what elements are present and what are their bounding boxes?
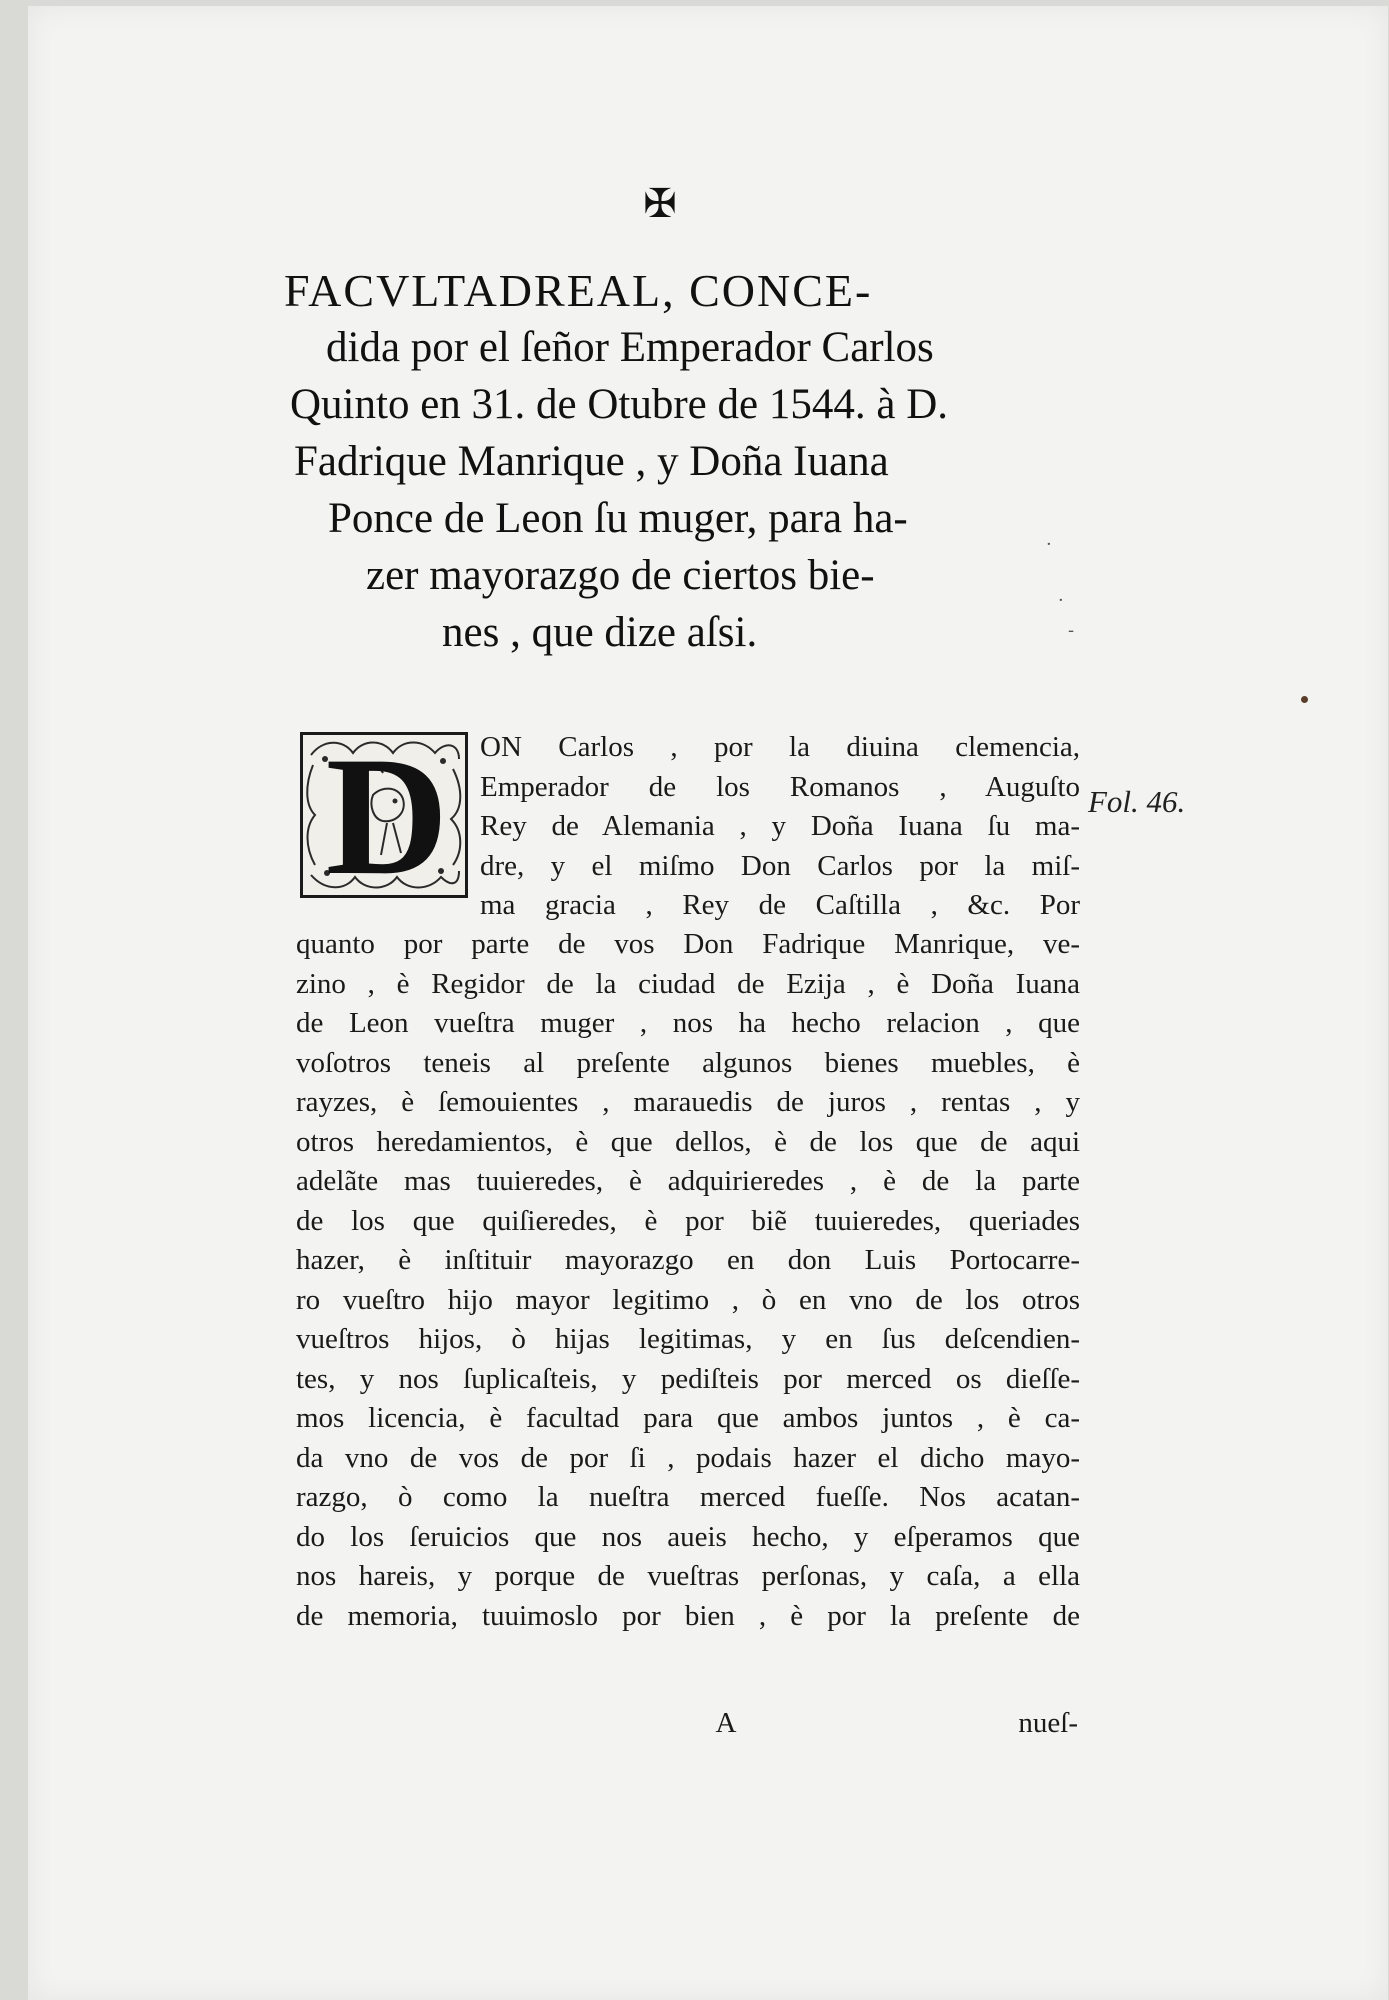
text-line: otros heredamientos, è que dellos, è de los que de aqui: [296, 1125, 1080, 1158]
title-line: dida por el ſeñor Emperador Carlos: [326, 324, 934, 371]
decorated-initial: [300, 722, 468, 910]
title-line: Quinto en 31. de Otubre de 1544. à D.: [290, 381, 948, 428]
text-line: rayzes, è ſemouientes , marauedis de juros , rentas , y: [296, 1086, 1080, 1118]
text-line: quanto por parte de vos Don Fadrique Manrique, ve-: [296, 928, 1080, 960]
initial-letter: D: [325, 722, 449, 910]
text-line: hazer, è inſtituir mayorazgo en don Luis Portocarre-: [296, 1244, 1080, 1276]
text-line: vueſtros hijos, ò hijas legitimas, y en ſus deſcendien-: [296, 1323, 1080, 1355]
text-line: mos licencia, è facultad para que ambos juntos , è ca-: [296, 1402, 1080, 1434]
text-line: do los ſeruicios que nos aueis hecho, y eſperamos que: [296, 1520, 1080, 1553]
title-line: FACVLTADREAL, CONCE-: [284, 265, 873, 316]
catchword: nueſ-: [1018, 1707, 1078, 1739]
text-line: voſotros teneis al preſente algunos bienes muebles, è: [296, 1046, 1080, 1079]
text-line: de los que quiſieredes, è por biẽ tuuieredes, queriades: [296, 1204, 1080, 1237]
text-line: razgo, ò como la nueſtra merced fueſſe. Nos acatan-: [296, 1481, 1080, 1513]
signature-mark: A: [715, 1707, 737, 1739]
body-paragraph: [296, 925, 1080, 1636]
text-line: nos hareis, y porque de vueſtras perſonas, y caſa, a ella: [296, 1560, 1080, 1592]
text-line: de memoria, tuuimoslo por bien , è por la preſente de: [296, 1599, 1080, 1632]
folio-annotation: Fol. 46.: [1088, 784, 1186, 819]
title-line: Fadrique Manrique , y Doña Iuana: [294, 438, 889, 485]
document-title: [284, 262, 1084, 661]
opening-paragraph: [480, 728, 1080, 926]
margin-mark: ·: [1058, 590, 1064, 611]
text-line: ro vueſtro hijo mayor legitimo , ò en vno de los otros: [296, 1283, 1080, 1316]
page-sheet: [28, 6, 1388, 2000]
text-line: adelãte mas tuuieredes, è adquirieredes , è de la parte: [296, 1165, 1080, 1197]
title-line: nes , que dize aſsi.: [442, 609, 758, 656]
text-line: tes, y nos ſuplicaſteis, y pediſteis por merced os dieſſe-: [296, 1362, 1080, 1395]
text-line: zino , è Regidor de la ciudad de Ezija , è Doña Iuana: [296, 967, 1080, 1000]
text-line: ma gracia , Rey de Caſtilla , &c. Por: [480, 889, 1080, 921]
title-line: zer mayorazgo de ciertos bie-: [366, 552, 875, 599]
text-line: ON Carlos , por la diuina clemencia,: [480, 731, 1080, 763]
text-line: da vno de vos de por ſi , podais hazer el dicho mayo-: [296, 1441, 1080, 1474]
text-line: Emperador de los Romanos , Auguſto: [480, 770, 1080, 803]
cross-ornament: ✠: [643, 181, 677, 227]
margin-mark: -: [1068, 620, 1075, 641]
ink-spot: [1301, 696, 1308, 703]
text-line: dre, y el miſmo Don Carlos por la miſ-: [480, 849, 1080, 882]
title-line: Ponce de Leon ſu muger, para ha-: [328, 495, 908, 542]
margin-mark: ·: [1046, 534, 1052, 555]
text-line: de Leon vueſtra muger , nos ha hecho relacion , que: [296, 1007, 1080, 1039]
text-line: Rey de Alemania , y Doña Iuana ſu ma-: [480, 810, 1080, 842]
